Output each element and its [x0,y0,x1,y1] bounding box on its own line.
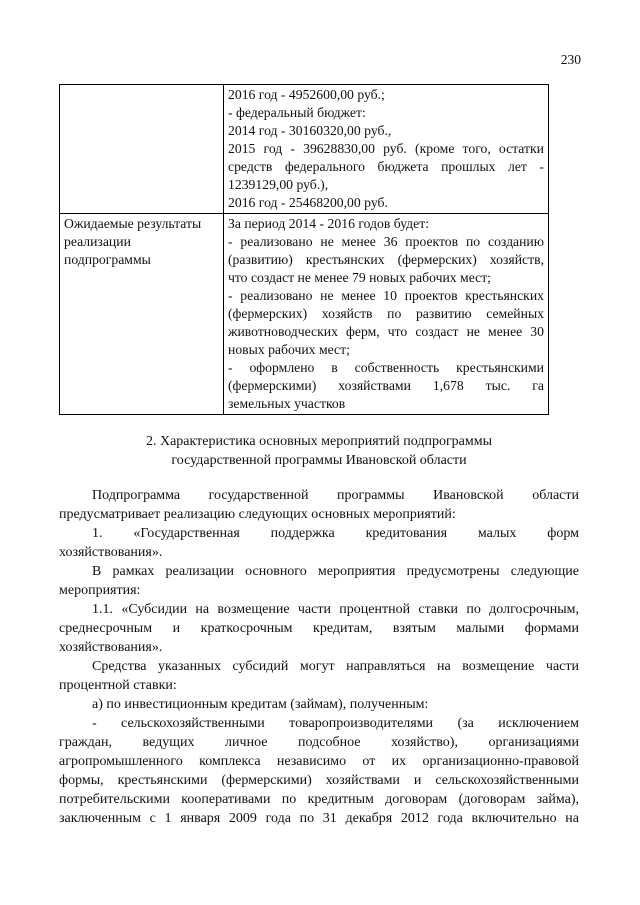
paragraph-line: процентной ставки: [59,678,177,693]
paragraph-line: потребительскими кооперативами по кредитным договорам (договорам займа), [59,792,579,807]
paragraph-line: Подпрограмма государственной программы Ивановской области [92,488,579,503]
table-cell-label-empty [60,85,224,214]
paragraph-line: агропромышленного комплекса независимо от их организационно-правовой [59,754,579,769]
heading-line: государственной программы Ивановской области [171,453,467,468]
label-line: Ожидаемые результаты [64,216,202,231]
paragraph-line: предусматривает реализацию следующих основных мероприятий: [59,507,456,522]
paragraph-line: - сельскохозяйственными товаропроизводителями (за исключением [92,716,579,731]
table-row-expected-results [60,214,549,415]
text-line: За период 2014 - 2016 годов будет: [228,216,429,231]
label-line: реализации [64,234,131,249]
text-line: - оформлено в собственность крестьянскими [228,360,544,375]
text-line: животноводческих ферм, что создаст не менее 30 [228,324,544,339]
body-text [59,486,579,828]
text-line: земельных участков [228,396,346,411]
text-line: 2015 год - 39628830,00 руб. (кроме того, остатки [228,141,544,156]
text-line: 2014 год - 30160320,00 руб., [228,123,392,138]
table-cell-results [224,214,549,415]
text-line: - реализовано не менее 10 проектов крестьянских [228,288,544,303]
text-line: что создаст не менее 79 новых рабочих мест; [228,270,491,285]
text-line: (фермерскими) хозяйствами 1,678 тыс. га [228,378,544,393]
table-cell-label [60,214,224,415]
paragraph-line: а) по инвестиционным кредитам (займам), полученным: [92,697,429,712]
page-number: 230 [560,52,581,67]
text-line: 2016 год - 25468200,00 руб. [228,195,388,210]
table-cell-financing [224,85,549,214]
text-line: (развитию) крестьянских (фермерских) хозяйств, [228,252,544,267]
paragraph-line: формы, крестьянскими (фермерскими) хозяйствами и сельскохозяйственными [59,773,579,788]
paragraph-line: хозяйствования». [59,640,163,655]
paragraph-line: В рамках реализации основного мероприятия предусмотрены следующие [92,564,579,579]
text-line: - реализовано не менее 36 проектов по созданию [228,234,544,249]
label-line: подпрограммы [64,252,151,267]
paragraph-line: заключенным с 1 января 2009 года по 31 декабря 2012 года включительно на [59,811,579,826]
text-line: 1239129,00 руб.), [228,177,329,192]
text-line: 2016 год - 4952600,00 руб.; [228,87,385,102]
paragraph-line: 1.1. «Субсидии на возмещение части процентной ставки по долгосрочным, [92,602,579,617]
financing-table [59,84,549,415]
text-line: (фермерских) хозяйств по развитию семейных [228,306,544,321]
paragraph-line: Средства указанных субсидий могут направляться на возмещение части [92,659,579,674]
section-heading [59,432,579,470]
text-line: - федеральный бюджет: [228,105,366,120]
heading-line: 2. Характеристика основных мероприятий подпрограммы [145,434,493,449]
paragraph-line: 1. «Государственная поддержка кредитования малых форм [92,526,579,541]
text-line: средств федерального бюджета прошлых лет - [228,159,544,174]
paragraph-line: граждан, ведущих личное подсобное хозяйство), организациями [59,735,579,750]
paragraph-line: мероприятия: [59,583,141,598]
table-row-financing [60,85,549,214]
paragraph-line: среднесрочным и краткосрочным кредитам, взятым малыми формами [59,621,579,636]
paragraph-line: хозяйствования». [59,545,163,560]
text-line: новых рабочих мест; [228,342,350,357]
